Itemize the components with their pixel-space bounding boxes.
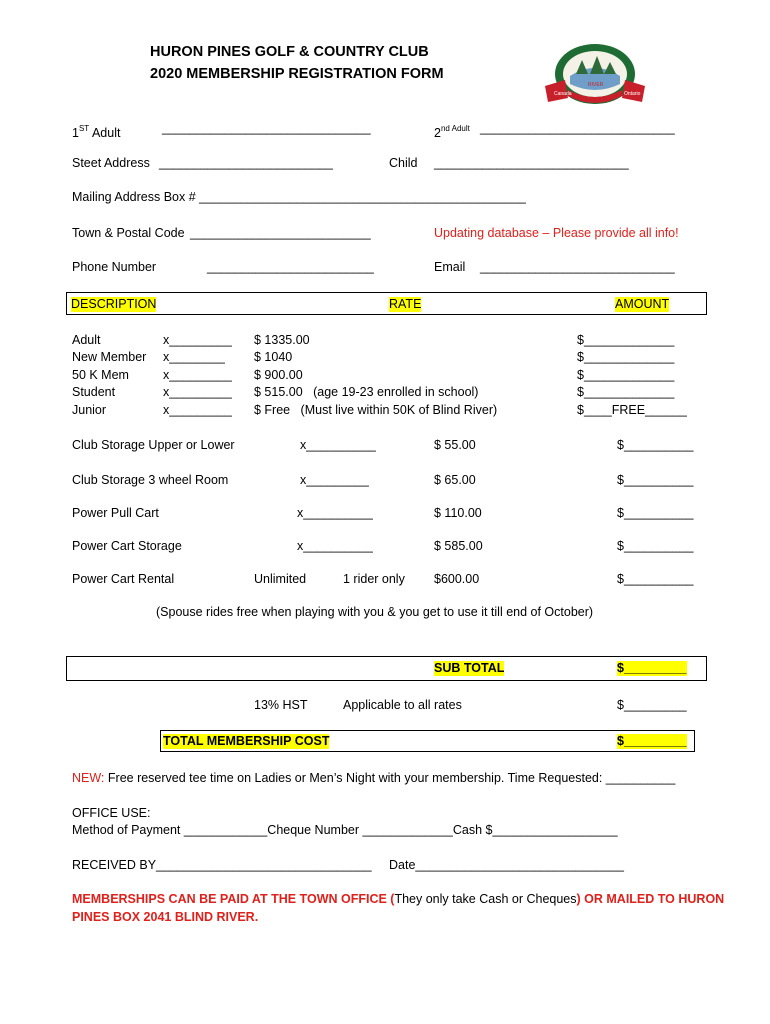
membership-rate: $ Free (Must live within 50K of Blind River) xyxy=(254,403,498,417)
child-field[interactable]: ____________________________ xyxy=(434,156,629,170)
extra-qty[interactable]: x__________ xyxy=(297,539,373,553)
email-field[interactable]: ____________________________ xyxy=(480,260,675,274)
extra-rate: $ 110.00 xyxy=(434,506,482,520)
payment-method-line[interactable]: Method of Payment ____________Cheque Number _____________Cash $__________________ xyxy=(72,823,618,837)
street-label: Steet Address xyxy=(72,156,150,170)
received-by-field[interactable]: RECEIVED BY_______________________________ xyxy=(72,858,372,872)
membership-amount[interactable]: $_____________ xyxy=(577,368,675,382)
membership-rate: $ 900.00 xyxy=(254,368,303,382)
membership-rate: $ 1335.00 xyxy=(254,333,310,347)
membership-amount[interactable]: $_____________ xyxy=(577,385,675,399)
subtotal-value[interactable]: $_________ xyxy=(617,661,687,675)
extra-rate: $ 585.00 xyxy=(434,539,483,553)
street-field[interactable]: _________________________ xyxy=(159,156,333,170)
crest-ribbon-right: Ontario xyxy=(624,91,641,97)
adult2-field[interactable]: ____________________________ xyxy=(480,121,675,135)
table-header-box xyxy=(66,292,707,315)
membership-rate: $ 1040 xyxy=(254,350,293,364)
adult2-label: $2^{nd Adult}$ xyxy=(434,124,470,140)
child-label: Child xyxy=(389,156,418,170)
new-tee-time-note: NEW: Free reserved tee time on Ladies or Men’s Night with your membership. Time Requested: __________ xyxy=(72,771,676,785)
rental-amount[interactable]: $__________ xyxy=(617,572,694,586)
hst-note: Applicable to all rates xyxy=(343,698,462,712)
rental-item: Power Cart Rental xyxy=(72,572,175,586)
membership-rate: $ 515.00 (age 19-23 enrolled in school) xyxy=(254,385,479,399)
crest-ribbon-mid: RIVER xyxy=(588,82,604,88)
mailing-address-field[interactable]: Mailing Address Box # _______________________________________________ xyxy=(72,190,526,204)
extra-item: Club Storage 3 wheel Room xyxy=(72,473,229,487)
membership-type: Junior xyxy=(72,403,107,417)
spouse-note: (Spouse rides free when playing with you & you get to use it till end of October) xyxy=(156,605,594,619)
amount-header: AMOUNT xyxy=(615,297,670,311)
phone-label: Phone Number xyxy=(72,260,157,274)
extra-amount[interactable]: $__________ xyxy=(617,539,694,553)
town-field[interactable]: __________________________ xyxy=(190,226,371,240)
hst-label: 13% HST xyxy=(254,698,308,712)
membership-qty[interactable]: x_________ xyxy=(163,385,232,399)
date-field[interactable]: Date______________________________ xyxy=(389,858,624,872)
extra-item: Power Pull Cart xyxy=(72,506,159,520)
extra-rate: $ 55.00 xyxy=(434,438,476,452)
extra-rate: $ 65.00 xyxy=(434,473,476,487)
membership-qty[interactable]: x_________ xyxy=(163,333,232,347)
membership-type: New Member xyxy=(72,350,147,364)
extra-amount[interactable]: $__________ xyxy=(617,506,694,520)
rental-qty: Unlimited xyxy=(254,572,307,586)
extra-qty[interactable]: x__________ xyxy=(297,506,373,520)
membership-amount[interactable]: $_____________ xyxy=(577,350,675,364)
payment-info-line1: MEMBERSHIPS CAN BE PAID AT THE TOWN OFFICE (They only take Cash or Cheques) OR MAILED TO HURON xyxy=(72,892,725,906)
crest-ribbon-left: Canada xyxy=(554,91,572,97)
extra-qty[interactable]: x_________ xyxy=(300,473,369,487)
town-label: Town & Postal Code xyxy=(72,226,185,240)
rental-option: 1 rider only xyxy=(343,572,405,586)
membership-qty[interactable]: x_________ xyxy=(163,403,232,417)
form-title: 2020 MEMBERSHIP REGISTRATION FORM xyxy=(150,66,444,82)
updating-note: Updating database – Please provide all info! xyxy=(434,226,679,240)
total-label: TOTAL MEMBERSHIP COST xyxy=(163,734,330,748)
membership-amount[interactable]: $_____________ xyxy=(577,333,675,347)
club-title: HURON PINES GOLF & COUNTRY CLUB xyxy=(150,44,429,60)
extra-amount[interactable]: $__________ xyxy=(617,438,694,452)
membership-amount[interactable]: $____FREE______ xyxy=(577,403,687,417)
rental-rate: $600.00 xyxy=(434,572,480,586)
club-crest-logo xyxy=(540,40,650,112)
total-value[interactable]: $_________ xyxy=(617,734,687,748)
membership-qty[interactable]: x_________ xyxy=(163,368,232,382)
email-label: Email xyxy=(434,260,466,274)
rate-header: RATE xyxy=(389,297,422,311)
adult1-label: 1ST Adult xyxy=(72,124,121,140)
membership-qty[interactable]: x________ xyxy=(163,350,225,364)
adult1-field[interactable]: ______________________________ xyxy=(162,121,371,135)
membership-type: Student xyxy=(72,385,116,399)
extra-item: Power Cart Storage xyxy=(72,539,182,553)
payment-info-line2: PINES BOX 2041 BLIND RIVER. xyxy=(72,910,259,924)
office-use-title: OFFICE USE: xyxy=(72,806,151,820)
subtotal-box xyxy=(66,656,707,681)
subtotal-label: SUB TOTAL xyxy=(434,661,505,675)
extra-amount[interactable]: $__________ xyxy=(617,473,694,487)
phone-field[interactable]: ________________________ xyxy=(207,260,374,274)
extra-item: Club Storage Upper or Lower xyxy=(72,438,235,452)
description-header: DESCRIPTION xyxy=(71,297,157,311)
membership-type: 50 K Mem xyxy=(72,368,129,382)
extra-qty[interactable]: x__________ xyxy=(300,438,376,452)
hst-value[interactable]: $_________ xyxy=(617,698,687,712)
membership-type: Adult xyxy=(72,333,101,347)
